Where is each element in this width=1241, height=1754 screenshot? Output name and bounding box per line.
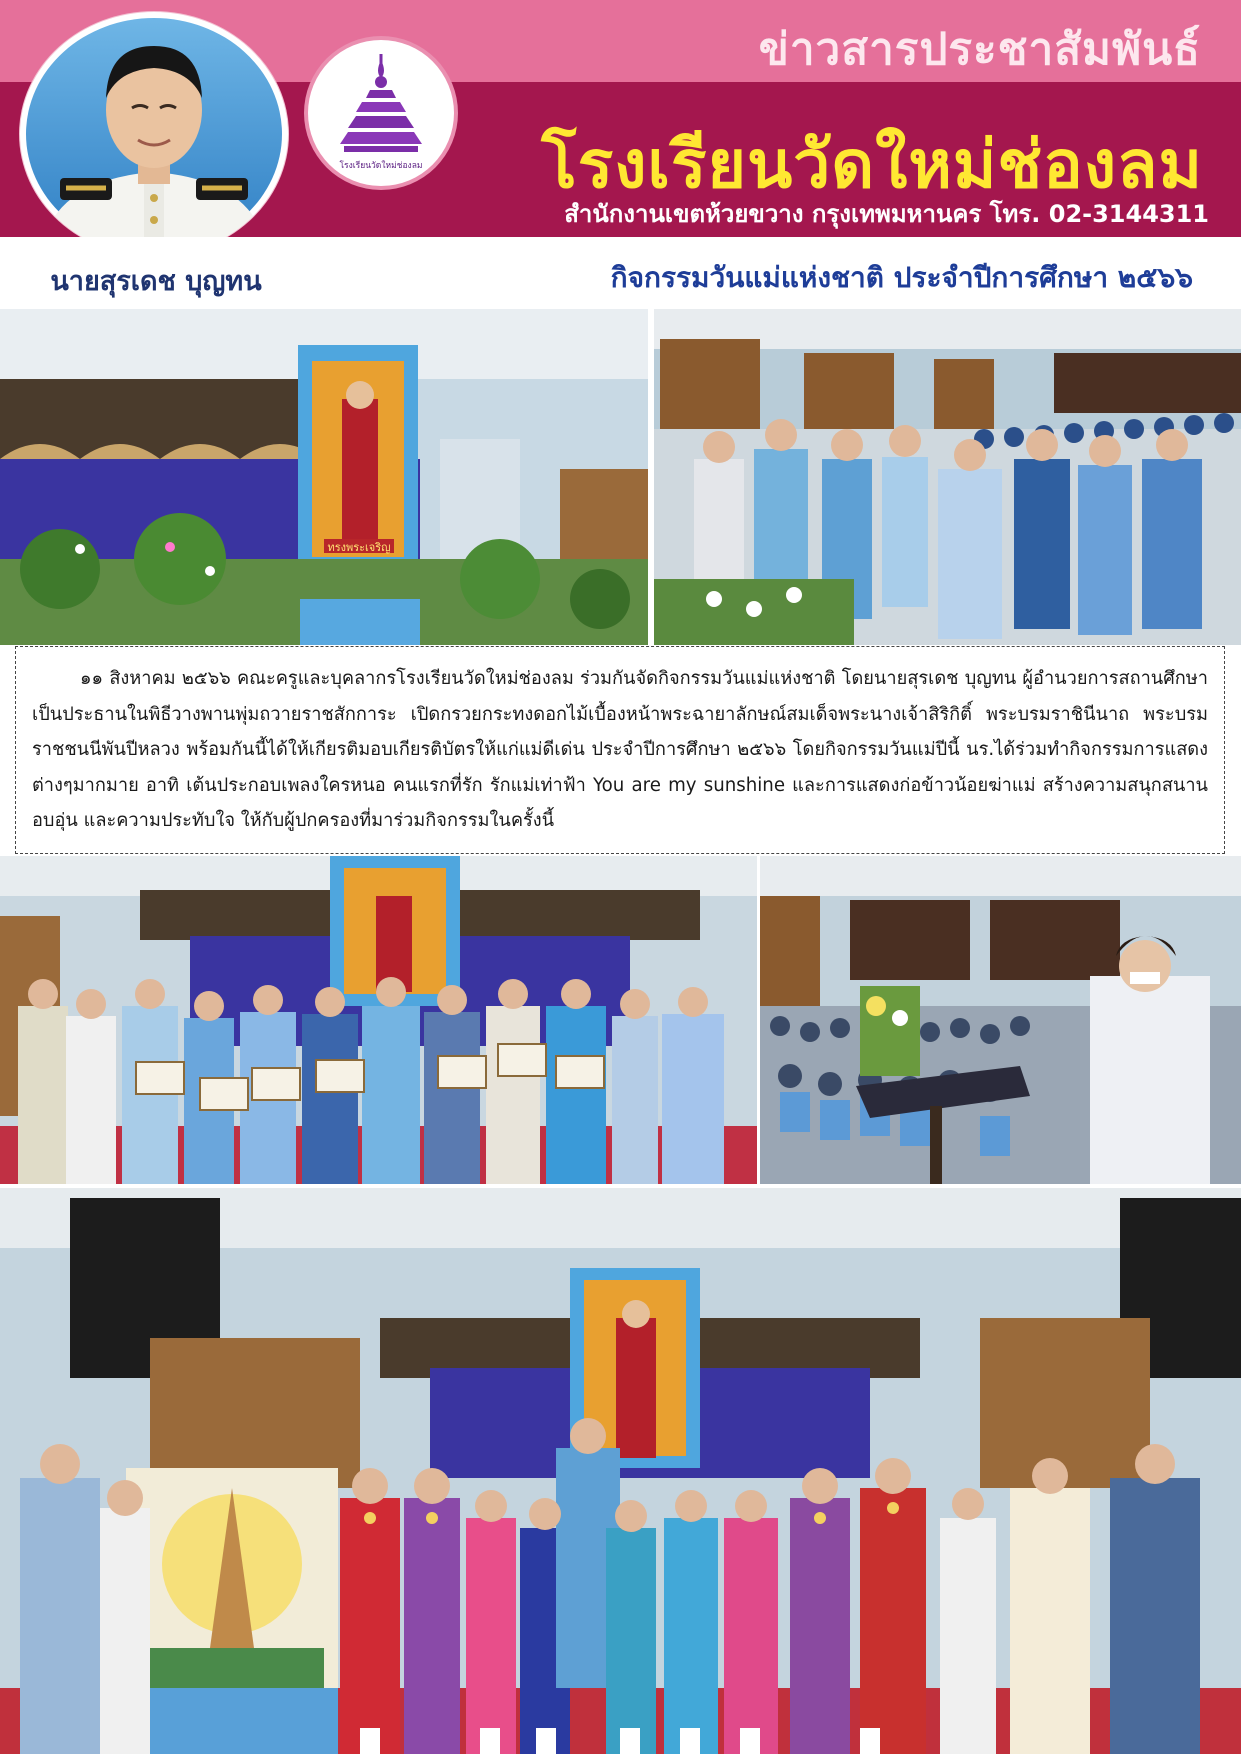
photo-speaker-students [760,856,1241,1184]
news-text-box [15,646,1225,854]
logo-caption: โรงเรียนวัดใหม่ช่องลม [339,161,423,171]
photo-speaker-students-image [760,856,1241,1184]
news-body-text: ๑๑ สิงหาคม ๒๕๖๖ คณะครูและบุคลากรโรงเรียนวัดใหม่ช่องลม ร่วมกันจัดกิจกรรมวันแม่แห่งชาติ โดยนายสุรเดช บุญทน ผู้อำนวยการสถานศึกษา เป็นประธานในพิธีวางพานพุ่มถวายราชสักการะ เปิดกรวยกระทงดอกไม้เบื้องหน้าพระฉายาลักษณ์สมเด็จพระนางเจ้าสิริกิติ์ พระบรมราชินีนาถ พระบรมราชชนนีพันปีหลวง พร้อมกันนี้ได้ให้เกียรติมอบเกียรติบัตรให้แก่แม่ดีเด่น ประจำปีการศึกษา ๒๕๖๖ โดยกิจกรรมวันแม่ปีนี้ นร.ได้ร่วมทำกิจกรรมการแสดงต่างๆมากมาย อาทิ เต้นประกอบเพลงใครหนอ คนแรกที่รัก รักแม่เท่าฟ้า You are my sunshine และการแสดงก่อข้าวน้อยฆ่าแม่ สร้างความสนุกสนาน อบอุ่น และความประทับใจ ให้กับผู้ปกครองที่มาร่วมกิจกรรมในครั้งนี้ [32,668,1208,831]
photo-performers-group-image [0,1188,1241,1754]
photo-performers-group [0,1188,1241,1754]
photo-certificate-group [0,856,757,1184]
photo-stage-portrait-image [0,309,648,645]
photo-stage-portrait [0,309,648,645]
director-name: นายสุรเดช บุญทน [50,266,262,297]
photo-teachers-standing-image [654,309,1241,645]
director-portrait [20,12,288,256]
photo-teachers-standing [654,309,1241,645]
photo-certificate-group-image [0,856,757,1184]
section-label: ข่าวสารประชาสัมพันธ์ [758,24,1201,75]
director-portrait-image [20,12,288,256]
school-name: โรงเรียนวัดใหม่ช่องลม [541,126,1203,203]
contact-line: สำนักงานเขตห้วยขวาง กรุงเทพมหานคร โทร. 02-3144311 [564,200,1209,228]
portrait-caption: ทรงพระเจริญ [327,541,391,554]
school-logo [308,40,454,186]
pagoda-logo-icon [308,40,454,186]
activity-title: กิจกรรมวันแม่แห่งชาติ ประจำปีการศึกษา ๒๕๖๖ [610,261,1193,294]
